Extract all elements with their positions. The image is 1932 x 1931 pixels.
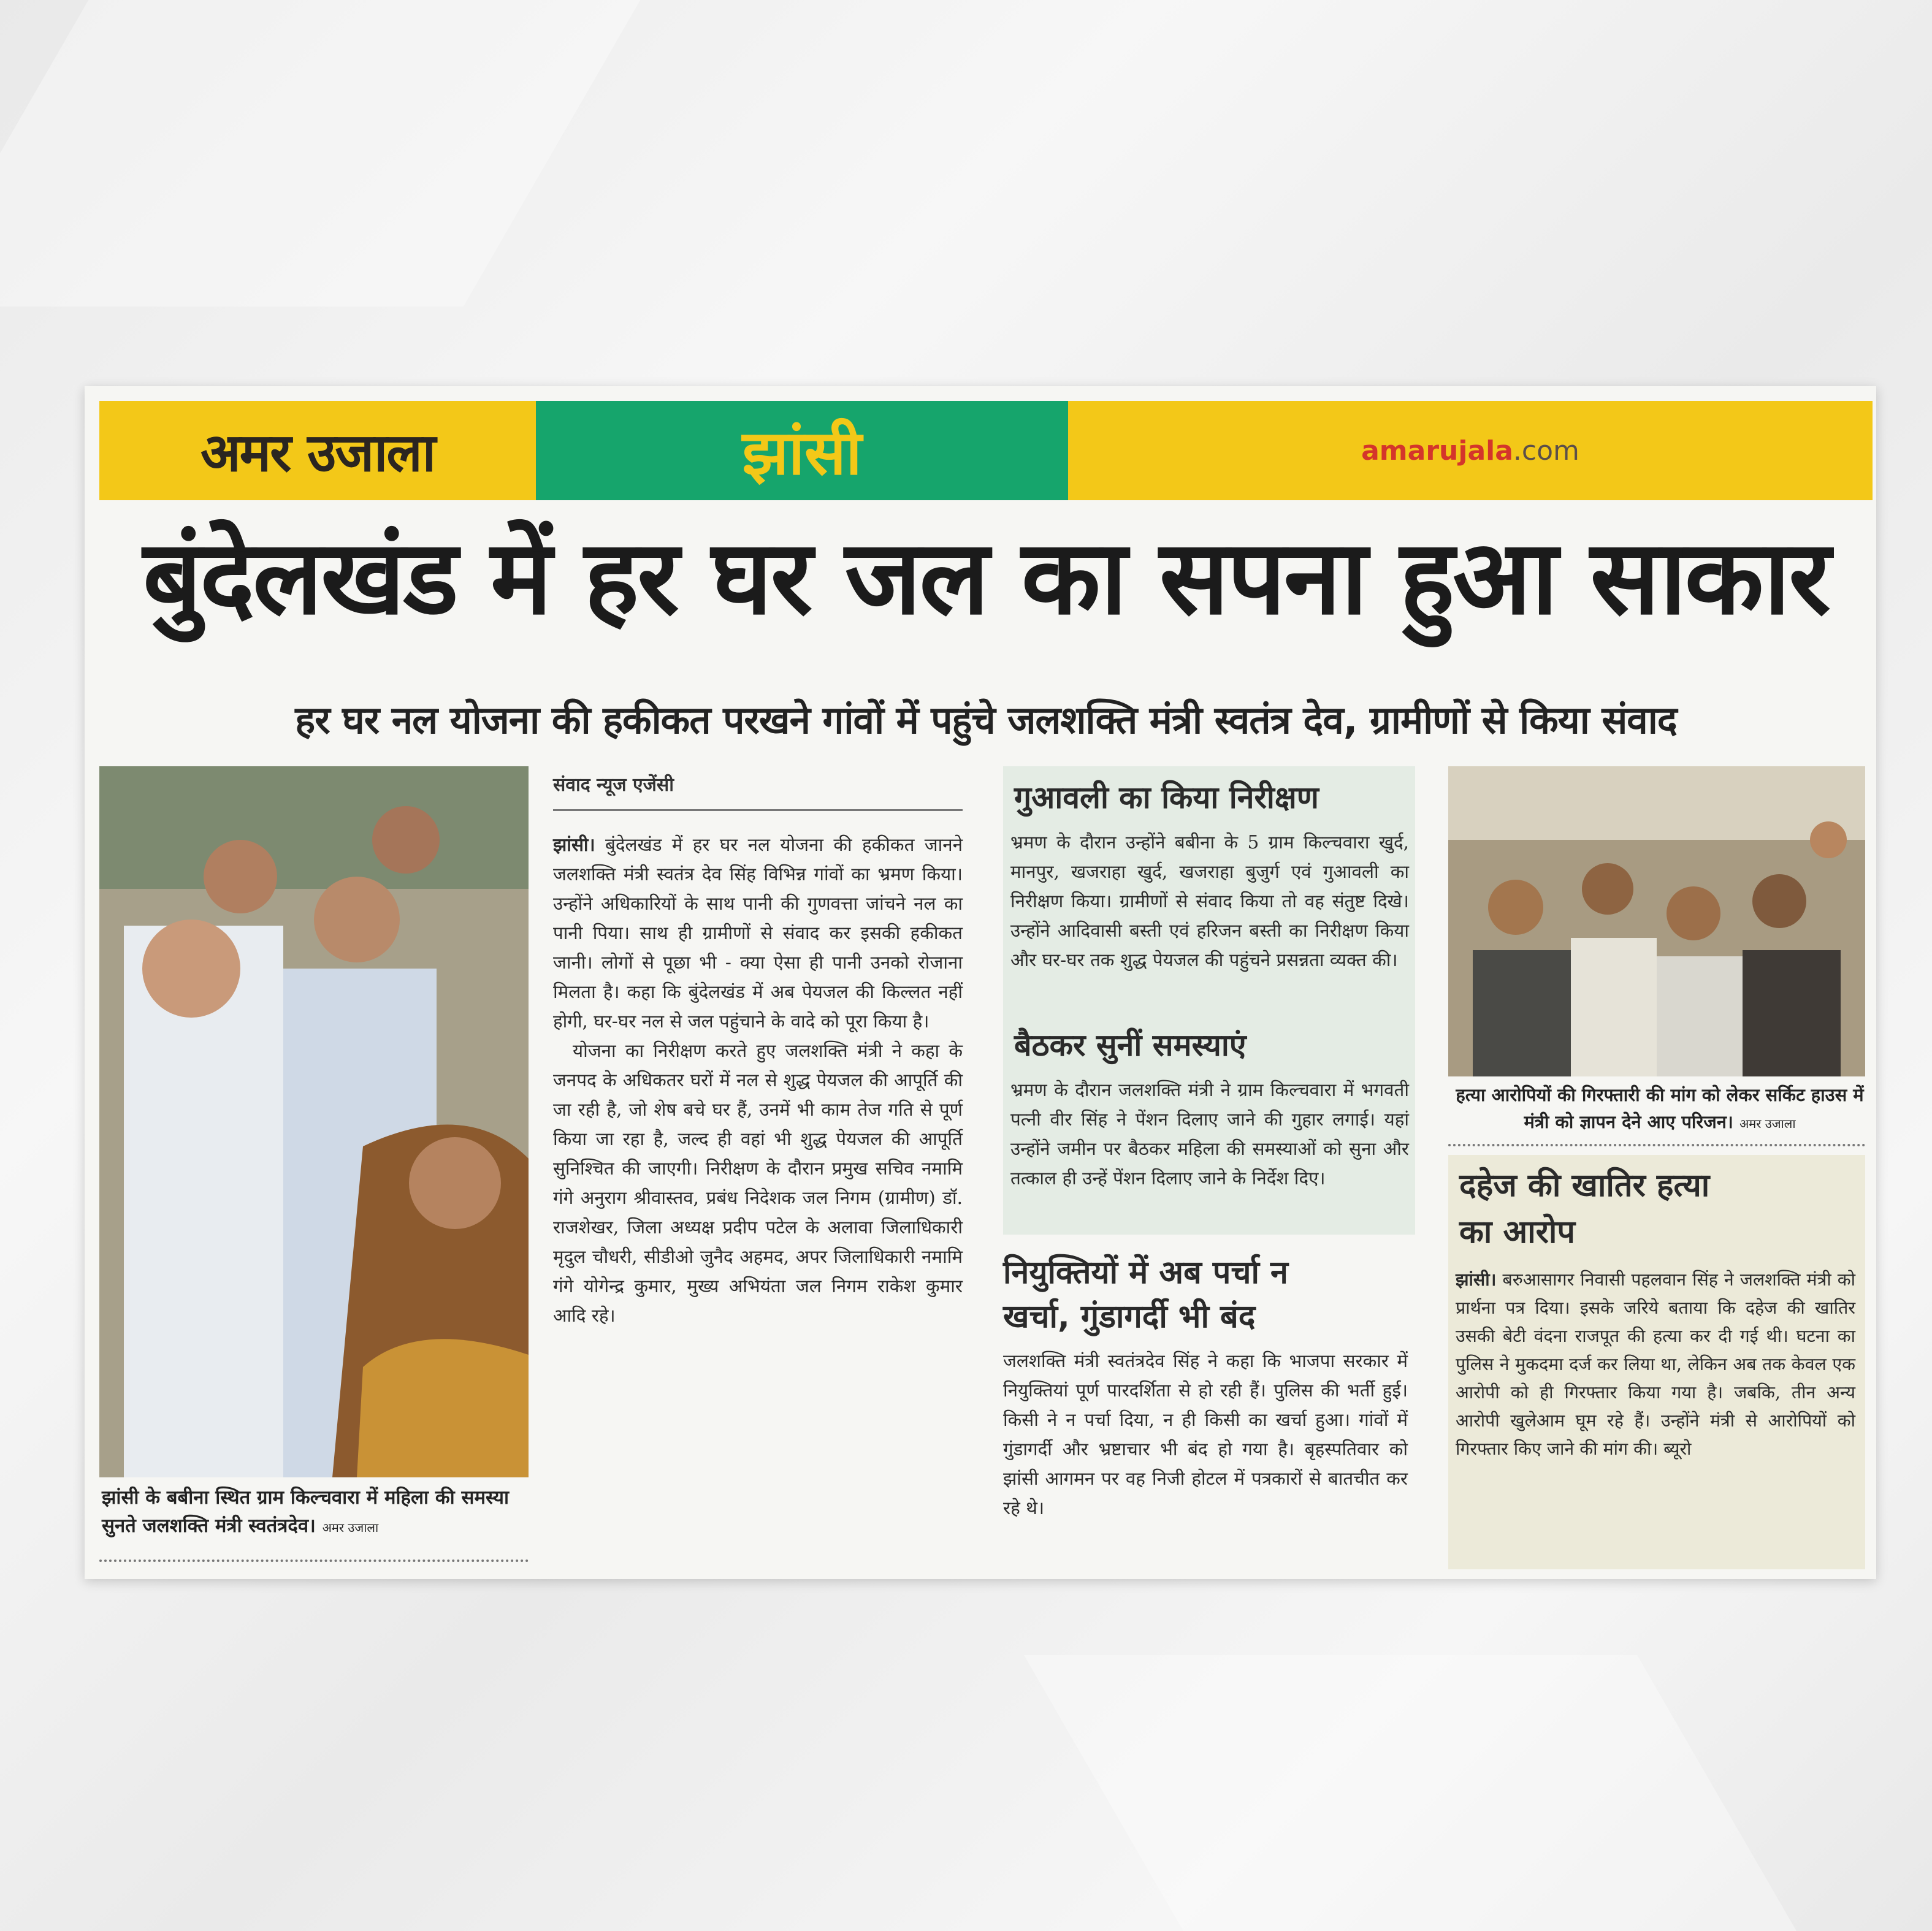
dowry-story-title (1459, 1162, 1858, 1255)
photo-illustration (99, 766, 529, 1477)
left-photo-caption (102, 1483, 531, 1542)
main-article-para-1 (553, 830, 963, 1036)
dowry-dateline: झांसी। (1456, 1269, 1497, 1290)
right-photo-caption-text: हत्या आरोपियों की गिरफ्तारी की मांग को लेकर सर्किट हाउस में मंत्री को ज्ञापन देने आए परिजन। (1456, 1084, 1864, 1132)
newspaper-logo: अमर उजाला (200, 422, 435, 484)
main-article-body (553, 830, 963, 1330)
right-photo-credit: अमर उजाला (1739, 1116, 1796, 1131)
subheadline: हर घर नल योजना की हकीकत परखने गांवों में पहुंचे जलशक्ति मंत्री स्वतंत्र देव, ग्रामीणों से किया संवाद (295, 698, 1677, 742)
dowry-body: बरुआसागर निवासी पहलवान सिंह ने जलशक्ति मंत्री को प्रार्थना पत्र दिया। इसके जरिये बताया कि दहेज की खातिर उसकी बेटी वंदना राजपूत की हत्या कर दी गई थी। घटना का पुलिस ने मुकदमा दर्ज कर लिया था, लेकिन अब तक केवल एक आरोपी को ही गिरफ्तार किया गया है। जबकि, तीन अन्य आरोपी खुलेआम घूम रहे हैं। उन्होंने मंत्री से आरोपियों को गिरफ्तार किए जाने की मांग की। ब्यूरो (1456, 1270, 1855, 1459)
edition-city: झांसी (742, 417, 862, 489)
appointments-title (1003, 1251, 1420, 1339)
dowry-story-text (1456, 1265, 1855, 1463)
dowry-title-line-1: दहेज की खातिर हत्या (1459, 1167, 1710, 1204)
masthead-site-block (1068, 401, 1873, 500)
left-photo-caption-text: झांसी के बबीना स्थित ग्राम किल्चवारा में महिला की समस्या सुनते जलशक्ति मंत्री स्वतंत्रदेव। (102, 1487, 510, 1537)
appointments-title-line-1: नियुक्तियों में अब पर्चा न (1003, 1254, 1288, 1291)
background-facet (1024, 1655, 1796, 1931)
left-caption-divider (99, 1560, 529, 1562)
website-name: amarujala (1361, 435, 1513, 467)
byline-rule (553, 809, 963, 811)
box1-text: भ्रमण के दौरान उन्होंने बबीना के 5 ग्राम किल्चवारा खुर्द, मानपुर, खजराहा खुर्द, खजराहा बुजुर्ग एवं गुआवली का निरीक्षण किया। ग्रामीणों से संवाद किया तो वह संतुष्ट दिखे। उन्होंने आदिवासी बस्ती एवं हरिजन बस्ती का निरीक्षण किया और घर-घर तक शुद्ध पेयजल की पहुंचने प्रसन्नता व्यक्त की। (1010, 832, 1409, 970)
appointments-title-line-2: खर्चा, गुंडागर्दी भी बंद (1003, 1298, 1256, 1335)
headline: बुंदेलखंड में हर घर जल का सपना हुआ साकार (143, 517, 1829, 638)
crowd-photo-illustration (1448, 766, 1865, 1076)
dateline: झांसी। (553, 834, 595, 855)
masthead (99, 401, 1873, 500)
box2-text: भ्रमण के दौरान जलशक्ति मंत्री ने ग्राम किल्चवारा में भगवती पत्नी वीर सिंह ने पेंशन दिलाए जाने की गुहार लगाई। यहां उन्होंने जमीन पर बैठकर महिला की समस्याओं को सुना और तत्काल ही उन्हें पेंशन दिलाए जाने के निर्देश दिए। (1010, 1080, 1409, 1189)
left-photo-credit: अमर उजाला (322, 1520, 379, 1535)
box1-title: गुआवली का किया निरीक्षण (1014, 780, 1319, 815)
para-1-text: बुंदेलखंड में हर घर नल योजना की हकीकत जानने जलशक्ति मंत्री स्वतंत्र देव सिंह विभिन्न गांवों का भ्रमण किया। उन्होंने अधिकारियों के साथ पानी की गुणवत्ता जांचने नल का पानी पिया। साथ ही ग्रामीणों से संवाद कर इसकी हकीकत जानी। लोगों से पूछा भी - क्या ऐसा ही पानी उनको रोजाना मिलता है। कहा कि बुंदेलखंड में अब पेयजल की किल्लत नहीं होगी, घर-घर नल से जल पहुंचाने के वादे को पूरा किया है। (553, 834, 963, 1032)
photo-protesting-family (1448, 766, 1865, 1076)
right-caption-divider (1448, 1144, 1865, 1146)
byline: संवाद न्यूज एजेंसी (553, 774, 674, 796)
dowry-title-line-2: का आरोप (1459, 1214, 1575, 1251)
newspaper-clipping (85, 386, 1876, 1579)
photo-minister-with-woman (99, 766, 529, 1477)
masthead-city-block (536, 401, 1068, 500)
right-photo-caption (1448, 1081, 1871, 1137)
website-url (1361, 435, 1579, 467)
box2-title: बैठकर सुनीं समस्याएं (1014, 1027, 1247, 1063)
appointments-text: जलशक्ति मंत्री स्वतंत्रदेव सिंह ने कहा कि भाजपा सरकार में नियुक्तियां पूर्ण पारदर्शिता से हो रही हैं। पुलिस की भर्ती हुई। किसी ने न पर्चा दिया, न ही किसी का खर्चा हुआ। गांवों में गुंडागर्दी और भ्रष्टाचार भी बंद हो गया है। बृहस्पतिवार को झांसी आगमन पर वह निजी होटल में पत्रकारों से बातचीत कर रहे थे। (1003, 1350, 1408, 1518)
background-facet (0, 0, 640, 307)
main-article-para-2: योजना का निरीक्षण करते हुए जलशक्ति मंत्री ने कहा के जनपद के अधिकतर घरों में नल से शुद्ध पेयजल की आपूर्ति की जा रही है, जो शेष बचे घर हैं, उनमें भी काम तेज गति से पूर्ण किया जा रहा है, जल्द ही वहां भी शुद्ध पेयजल की आपूर्ति सुनिश्चित की जाएगी। निरीक्षण के दौरान प्रमुख सचिव नमामि गंगे अनुराग श्रीवास्तव, प्रबंध निदेशक जल निगम (ग्रामीण) डॉ. राजशेखर, जिला अध्यक्ष प्रदीप पटेल के अलावा जिलाधिकारी मृदुल चौधरी, सीडीओ जुनैद अहमद, अपर जिलाधिकारी नमामि गंगे योगेन्द्र कुमार, मुख्य अभियंता जल निगम राकेश कुमार आदि रहे। (553, 1040, 963, 1326)
website-tld: .com (1513, 435, 1579, 467)
masthead-brand-block (99, 401, 536, 500)
